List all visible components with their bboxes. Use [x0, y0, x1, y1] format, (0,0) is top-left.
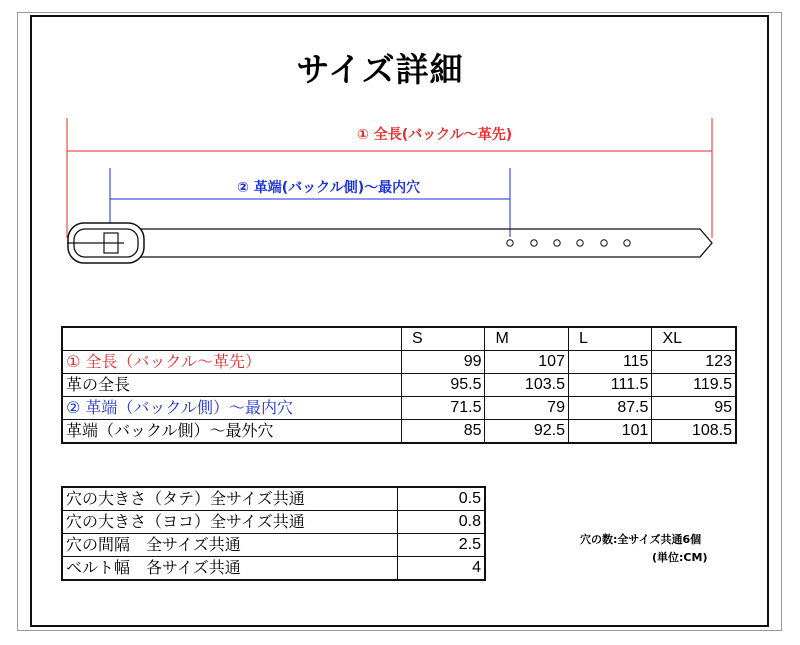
table-row	[62, 534, 485, 557]
table-cell: 95	[652, 397, 736, 420]
table-cell: 2.5	[398, 534, 486, 557]
header-cell-s: S	[402, 327, 485, 351]
table-cell: 103.5	[485, 374, 568, 397]
table-cell: 111.5	[568, 374, 651, 397]
unit-note: (単位:CM)	[652, 551, 708, 564]
belt-strap	[110, 229, 712, 257]
table-row	[62, 557, 485, 581]
table-cell: 99	[402, 351, 485, 374]
row-label: ② 革端（バックル側）〜最内穴	[62, 397, 402, 420]
table-cell: 92.5	[485, 420, 568, 444]
row-label: ベルト幅 各サイズ共通	[62, 557, 398, 581]
row-label: 革の全長	[62, 374, 402, 397]
table-cell: 95.5	[402, 374, 485, 397]
header-cell-xl: XL	[652, 327, 736, 351]
table-cell: 85	[402, 420, 485, 444]
table-cell: 119.5	[652, 374, 736, 397]
size-table	[61, 326, 737, 444]
table-cell: 107	[485, 351, 568, 374]
table-cell: 4	[398, 557, 486, 581]
inner-hole-label: ② 革端(バックル側)〜最内穴	[237, 180, 421, 196]
table-row	[62, 374, 736, 397]
total-length-label: ① 全長(バックル〜革先)	[357, 127, 513, 143]
hole-count-note: 穴の数:全サイズ共通6個	[580, 533, 702, 546]
hole-spec-table	[61, 486, 486, 581]
table-row	[62, 487, 485, 511]
table-cell: 115	[568, 351, 651, 374]
table-row	[62, 420, 736, 444]
table-cell: 108.5	[652, 420, 736, 444]
table-cell: 0.5	[398, 487, 486, 511]
table-cell: 87.5	[568, 397, 651, 420]
row-label: 穴の大きさ（ヨコ）全サイズ共通	[62, 511, 398, 534]
header-cell-l: L	[568, 327, 651, 351]
table-cell: 71.5	[402, 397, 485, 420]
header-cell-m: M	[485, 327, 568, 351]
table-cell: 79	[485, 397, 568, 420]
table-cell: 123	[652, 351, 736, 374]
row-label: ① 全長（バックル〜革先）	[62, 351, 402, 374]
table-row	[62, 397, 736, 420]
row-label: 穴の大きさ（タテ）全サイズ共通	[62, 487, 398, 511]
header-cell	[62, 327, 402, 351]
table-cell: 101	[568, 420, 651, 444]
row-label: 革端（バックル側）〜最外穴	[62, 420, 402, 444]
page-title: サイズ詳細	[296, 50, 464, 89]
table-row	[62, 351, 736, 374]
row-label: 穴の間隔 全サイズ共通	[62, 534, 398, 557]
table-row	[62, 511, 485, 534]
buckle-icon	[67, 223, 144, 263]
belt-holes	[507, 240, 630, 246]
size-table-header	[62, 327, 736, 351]
belt-diagram	[0, 0, 800, 300]
table-cell: 0.8	[398, 511, 486, 534]
